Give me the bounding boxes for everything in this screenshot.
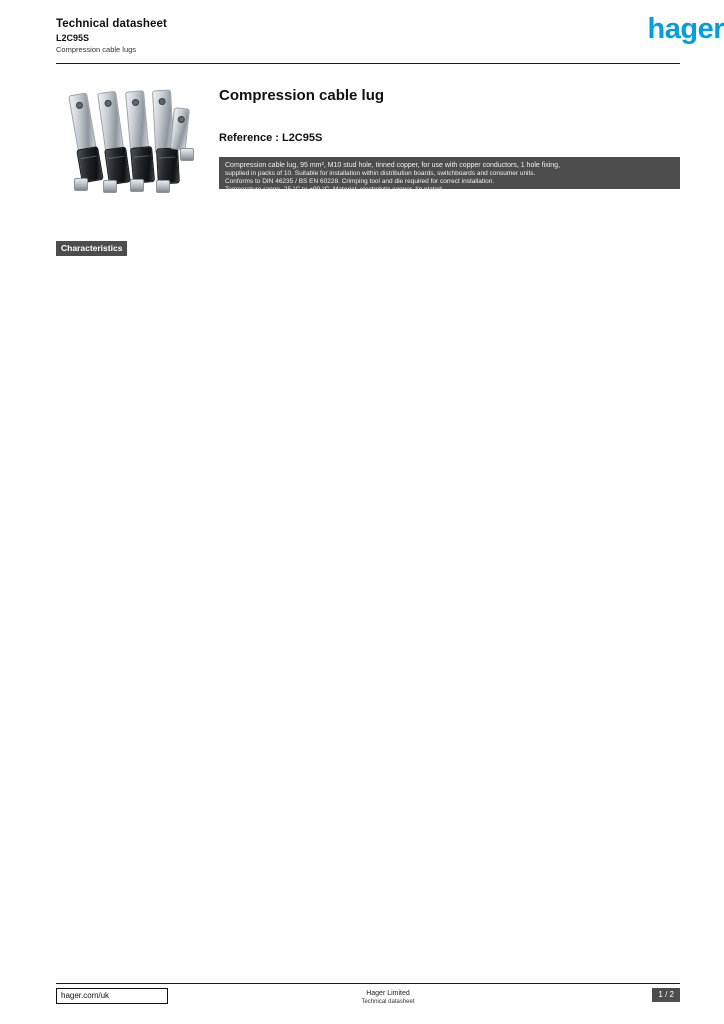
document-subtitle: L2C95S [56,33,90,43]
footer-company: Hager Limited [366,990,410,997]
description-line: Temperature range -25 °C to +90 °C. Material: electrolytic copper, tin plated. [225,186,444,193]
document-footer [56,988,680,1006]
product-reference: Reference : L2C95S [219,132,323,144]
cable-lug-nut-icon [180,148,194,161]
footer-page-number: 1 / 2 [652,988,680,1002]
cable-lug-icon [125,90,149,153]
cable-lug-nut-icon [130,179,144,192]
section-heading-characteristics: Characteristics [56,241,127,256]
product-name: Compression cable lug [219,87,385,104]
cable-lug-nut-icon [74,178,88,191]
cable-lug-barrel-icon [156,147,180,184]
header-divider [56,63,680,64]
footer-divider [56,983,680,984]
description-line: supplied in packs of 10. Suitable for installation within distribution boards, switchboards and consumer units. [225,170,536,177]
footer-doc-type: Technical datasheet [361,999,415,1005]
cable-lug-icon [68,92,97,154]
description-line: Compression cable lug, 95 mm², M10 stud hole, tinned copper, for use with copper conductors, 1 hole fixing, [225,162,561,169]
footer-center-text [288,989,488,1007]
cable-lug-nut-icon [103,180,117,193]
cable-lug-icon [97,91,124,155]
product-description-box [219,157,680,193]
cable-lug-icon [170,107,190,150]
page-title: Technical datasheet [56,18,167,30]
product-info [219,86,680,145]
description-line: Conforms to DIN 46235 / BS EN 60228. Crimping tool and die required for correct installation. [225,178,495,185]
hager-logo: hager [647,13,724,45]
product-image [56,86,196,206]
footer-website-link[interactable]: hager.com/uk [56,988,168,1004]
document-header [56,18,680,55]
document-category: Compression cable lugs [56,45,137,54]
cable-lug-nut-icon [156,180,170,193]
